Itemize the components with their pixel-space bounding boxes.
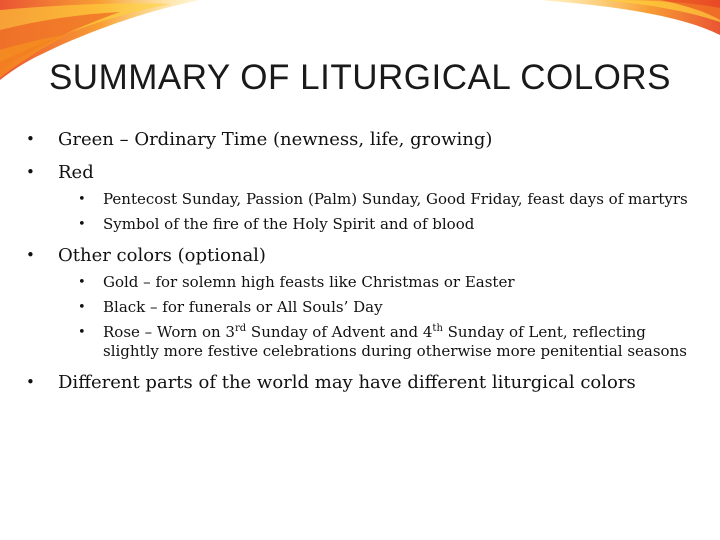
sub-list xyxy=(58,190,696,234)
sub-list-item xyxy=(68,298,696,317)
list-item-text: Different parts of the world may have different liturgical colors xyxy=(58,372,636,393)
list-item xyxy=(26,161,696,234)
bullet-icon: • xyxy=(78,300,86,315)
bullet-icon: • xyxy=(78,192,86,207)
sub-list-item-text: Black – for funerals or All Souls’ Day xyxy=(103,298,383,316)
list-item xyxy=(26,371,696,394)
sub-list-item-text xyxy=(103,323,687,360)
list-item-text: Red xyxy=(58,162,94,183)
sub-list-item xyxy=(68,190,696,209)
sub-list-item-text: Pentecost Sunday, Passion (Palm) Sunday, Good Friday, feast days of martyrs xyxy=(103,190,688,208)
list-item-text: Other colors (optional) xyxy=(58,245,266,266)
rose-text-part: Sunday of Advent and 4 xyxy=(246,323,433,341)
sub-list-item-text: Gold – for solemn high feasts like Christmas or Easter xyxy=(103,273,515,291)
sub-list-item xyxy=(68,215,696,234)
bullet-icon: • xyxy=(26,130,35,148)
rose-text-part: Rose – Worn on 3 xyxy=(103,323,235,341)
rose-text-part: Sunday of Lent, reflecting slightly more festive celebrations during otherwise more penitential seasons xyxy=(103,323,687,360)
ordinal-superscript: th xyxy=(432,323,443,334)
list-item xyxy=(26,128,696,151)
bullet-icon: • xyxy=(26,373,35,391)
list-item xyxy=(26,244,696,361)
bullet-list xyxy=(26,128,696,394)
sub-list-item xyxy=(68,323,696,361)
slide-title: SUMMARY OF LITURGICAL COLORS xyxy=(48,58,672,97)
sub-list-item xyxy=(68,273,696,292)
sub-list xyxy=(58,273,696,361)
bullet-icon: • xyxy=(78,275,86,290)
bullet-icon: • xyxy=(78,217,86,232)
bullet-icon: • xyxy=(26,246,35,264)
bullet-icon: • xyxy=(26,163,35,181)
sub-list-item-text: Symbol of the fire of the Holy Spirit and of blood xyxy=(103,215,475,233)
ordinal-superscript: rd xyxy=(234,323,247,334)
list-item-text: Green – Ordinary Time (newness, life, growing) xyxy=(58,129,493,150)
bullet-icon: • xyxy=(78,325,86,340)
